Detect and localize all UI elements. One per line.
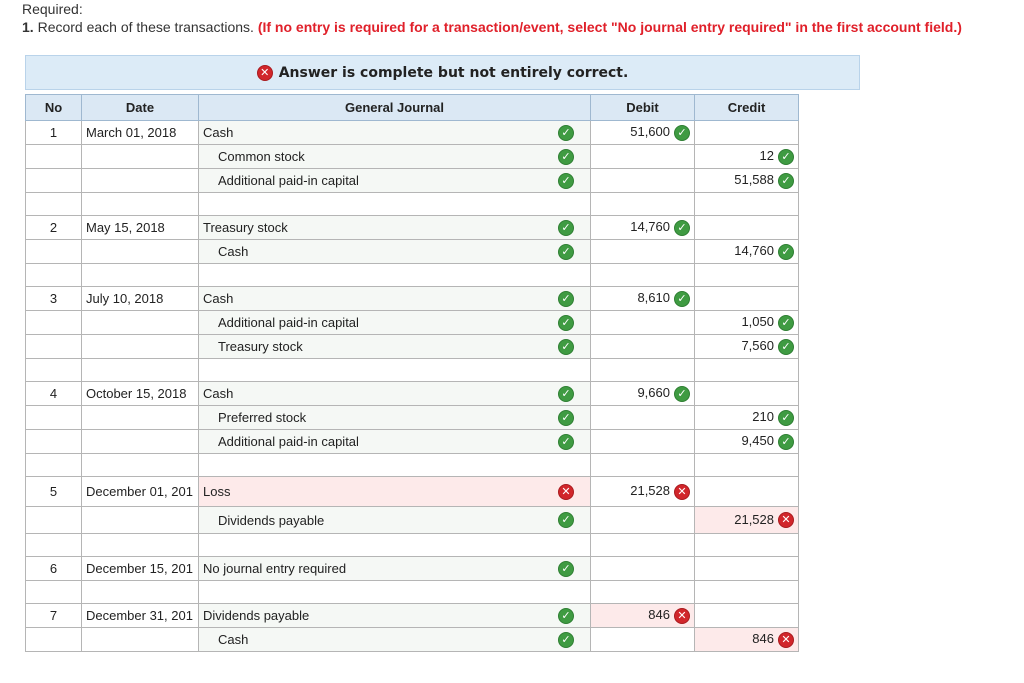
credit-value: 21,528 [734, 511, 774, 527]
date-cell[interactable]: December 15, 201 [82, 557, 199, 581]
account-name: Additional paid-in capital [218, 315, 359, 330]
check-circle-icon: ✓ [558, 410, 574, 426]
row-no: 4 [26, 382, 82, 406]
account-name: Dividends payable [218, 512, 325, 528]
required-item-text: Record each of these transactions. [37, 19, 254, 35]
date-cell[interactable]: May 15, 2018 [82, 216, 199, 240]
credit-cell[interactable] [695, 335, 799, 359]
account-name: No journal entry required [203, 561, 347, 576]
check-circle-icon: ✓ [778, 434, 794, 450]
table-row [26, 335, 799, 359]
check-circle-icon: ✓ [558, 632, 574, 648]
header-date: Date [82, 95, 199, 121]
account-name: Cash [203, 125, 234, 140]
x-circle-icon: ✕ [558, 484, 574, 500]
account-cell[interactable] [199, 169, 591, 193]
credit-cell[interactable] [695, 477, 799, 507]
check-circle-icon: ✓ [674, 386, 690, 402]
credit-value: 1,050 [741, 314, 774, 330]
table-row [26, 121, 799, 145]
check-circle-icon: ✓ [778, 339, 794, 355]
x-circle-icon: ✕ [674, 484, 690, 500]
check-circle-icon: ✓ [674, 125, 690, 141]
check-circle-icon: ✓ [778, 173, 794, 189]
credit-value: 210 [752, 409, 774, 425]
credit-value: 846 [752, 631, 774, 647]
debit-cell[interactable] [591, 557, 695, 581]
result-banner [25, 55, 860, 90]
check-circle-icon: ✓ [778, 149, 794, 165]
account-name: Cash [218, 632, 249, 647]
account-cell[interactable] [199, 240, 591, 264]
table-row [26, 382, 799, 406]
credit-cell[interactable] [695, 216, 799, 240]
row-no: 3 [26, 287, 82, 311]
account-cell[interactable] [199, 121, 591, 145]
debit-value: 51,600 [630, 124, 670, 140]
table-row [26, 311, 799, 335]
table-row [26, 145, 799, 169]
credit-cell[interactable] [695, 311, 799, 335]
x-circle-icon: ✕ [674, 608, 690, 624]
date-cell[interactable]: December 31, 201 [82, 604, 199, 628]
check-circle-icon: ✓ [558, 315, 574, 331]
table-row [26, 628, 799, 652]
debit-cell[interactable] [591, 430, 695, 454]
credit-cell[interactable] [695, 430, 799, 454]
x-circle-icon: ✕ [778, 512, 794, 528]
credit-value: 51,588 [734, 172, 774, 188]
account-name: Cash [203, 386, 234, 401]
check-circle-icon: ✓ [558, 512, 574, 528]
check-circle-icon: ✓ [778, 410, 794, 426]
table-row [26, 169, 799, 193]
account-cell[interactable] [199, 628, 591, 652]
account-cell[interactable] [199, 604, 591, 628]
table-row [26, 477, 799, 507]
debit-value: 846 [648, 607, 670, 623]
check-circle-icon: ✓ [558, 220, 574, 236]
header-debit: Debit [591, 95, 695, 121]
debit-cell[interactable] [591, 240, 695, 264]
journal-table [25, 94, 799, 652]
row-no: 5 [26, 477, 82, 507]
table-row [26, 507, 799, 534]
credit-cell[interactable] [695, 287, 799, 311]
account-name: Cash [203, 291, 234, 306]
blank-row [26, 581, 799, 604]
debit-cell[interactable] [591, 604, 695, 628]
header-general-journal: General Journal [199, 95, 591, 121]
check-circle-icon: ✓ [558, 434, 574, 450]
account-cell[interactable] [199, 557, 591, 581]
credit-cell[interactable] [695, 121, 799, 145]
blank-row [26, 359, 799, 382]
x-circle-icon: ✕ [257, 65, 273, 81]
check-circle-icon: ✓ [558, 386, 574, 402]
credit-value: 14,760 [734, 243, 774, 259]
row-no: 1 [26, 121, 82, 145]
date-cell[interactable]: July 10, 2018 [82, 287, 199, 311]
required-note: (If no entry is required for a transaction/event, select "No journal entry required" in the first account field.) [257, 19, 962, 35]
account-name: Common stock [218, 149, 305, 164]
required-instructions [22, 0, 962, 36]
credit-value: 7,560 [741, 338, 774, 354]
row-no: 7 [26, 604, 82, 628]
credit-value: 9,450 [741, 433, 774, 449]
account-name: Cash [218, 244, 249, 259]
date-cell[interactable]: March 01, 2018 [82, 121, 199, 145]
check-circle-icon: ✓ [558, 561, 574, 577]
table-row [26, 406, 799, 430]
result-banner-text: Answer is complete but not entirely correct. [278, 64, 629, 81]
required-item-number: 1. [22, 19, 34, 35]
table-row [26, 287, 799, 311]
debit-value: 9,660 [637, 385, 670, 401]
x-circle-icon: ✕ [778, 632, 794, 648]
credit-cell[interactable] [695, 406, 799, 430]
credit-cell[interactable] [695, 507, 799, 534]
debit-cell[interactable] [591, 287, 695, 311]
row-no: 6 [26, 557, 82, 581]
account-cell[interactable] [199, 382, 591, 406]
debit-cell[interactable] [591, 406, 695, 430]
check-circle-icon: ✓ [778, 315, 794, 331]
table-row [26, 216, 799, 240]
debit-cell[interactable] [591, 121, 695, 145]
table-row [26, 557, 799, 581]
check-circle-icon: ✓ [558, 244, 574, 260]
check-circle-icon: ✓ [558, 291, 574, 307]
check-circle-icon: ✓ [674, 291, 690, 307]
debit-value: 21,528 [630, 483, 670, 499]
debit-cell[interactable] [591, 477, 695, 507]
table-row [26, 604, 799, 628]
credit-cell[interactable] [695, 628, 799, 652]
account-name: Treasury stock [218, 339, 303, 354]
check-circle-icon: ✓ [674, 220, 690, 236]
account-name: Additional paid-in capital [218, 173, 359, 188]
date-cell[interactable]: December 01, 201 [82, 477, 199, 507]
debit-cell[interactable] [591, 169, 695, 193]
debit-cell[interactable] [591, 216, 695, 240]
table-row [26, 240, 799, 264]
check-circle-icon: ✓ [558, 149, 574, 165]
account-name: Dividends payable [203, 608, 310, 623]
table-row [26, 430, 799, 454]
debit-cell[interactable] [591, 507, 695, 534]
account-name: Additional paid-in capital [218, 434, 359, 449]
debit-cell[interactable] [591, 628, 695, 652]
debit-cell[interactable] [591, 335, 695, 359]
blank-row [26, 454, 799, 477]
account-cell[interactable] [199, 311, 591, 335]
credit-cell[interactable] [695, 382, 799, 406]
check-circle-icon: ✓ [558, 608, 574, 624]
debit-cell[interactable] [591, 145, 695, 169]
row-no: 2 [26, 216, 82, 240]
blank-row [26, 534, 799, 557]
account-cell[interactable] [199, 507, 591, 534]
credit-cell[interactable] [695, 604, 799, 628]
debit-value: 14,760 [630, 219, 670, 235]
debit-value: 8,610 [637, 290, 670, 306]
credit-cell[interactable] [695, 240, 799, 264]
check-circle-icon: ✓ [558, 339, 574, 355]
date-cell[interactable]: October 15, 2018 [82, 382, 199, 406]
credit-cell[interactable] [695, 169, 799, 193]
account-cell[interactable] [199, 406, 591, 430]
account-cell[interactable] [199, 287, 591, 311]
credit-cell[interactable] [695, 557, 799, 581]
account-cell[interactable] [199, 430, 591, 454]
account-name: Preferred stock [218, 410, 307, 425]
account-cell[interactable] [199, 335, 591, 359]
blank-row [26, 264, 799, 287]
account-name: Treasury stock [203, 220, 288, 235]
account-cell[interactable] [199, 216, 591, 240]
blank-row [26, 193, 799, 216]
table-header-row [26, 95, 799, 121]
header-credit: Credit [695, 95, 799, 121]
account-cell[interactable] [199, 477, 591, 507]
required-heading: Required: [22, 1, 83, 17]
account-cell[interactable] [199, 145, 591, 169]
header-no: No [26, 95, 82, 121]
account-name: Loss [203, 484, 231, 499]
check-circle-icon: ✓ [558, 125, 574, 141]
debit-cell[interactable] [591, 382, 695, 406]
credit-value: 12 [759, 148, 774, 164]
credit-cell[interactable] [695, 145, 799, 169]
check-circle-icon: ✓ [778, 244, 794, 260]
required-item [22, 18, 962, 36]
check-circle-icon: ✓ [558, 173, 574, 189]
debit-cell[interactable] [591, 311, 695, 335]
